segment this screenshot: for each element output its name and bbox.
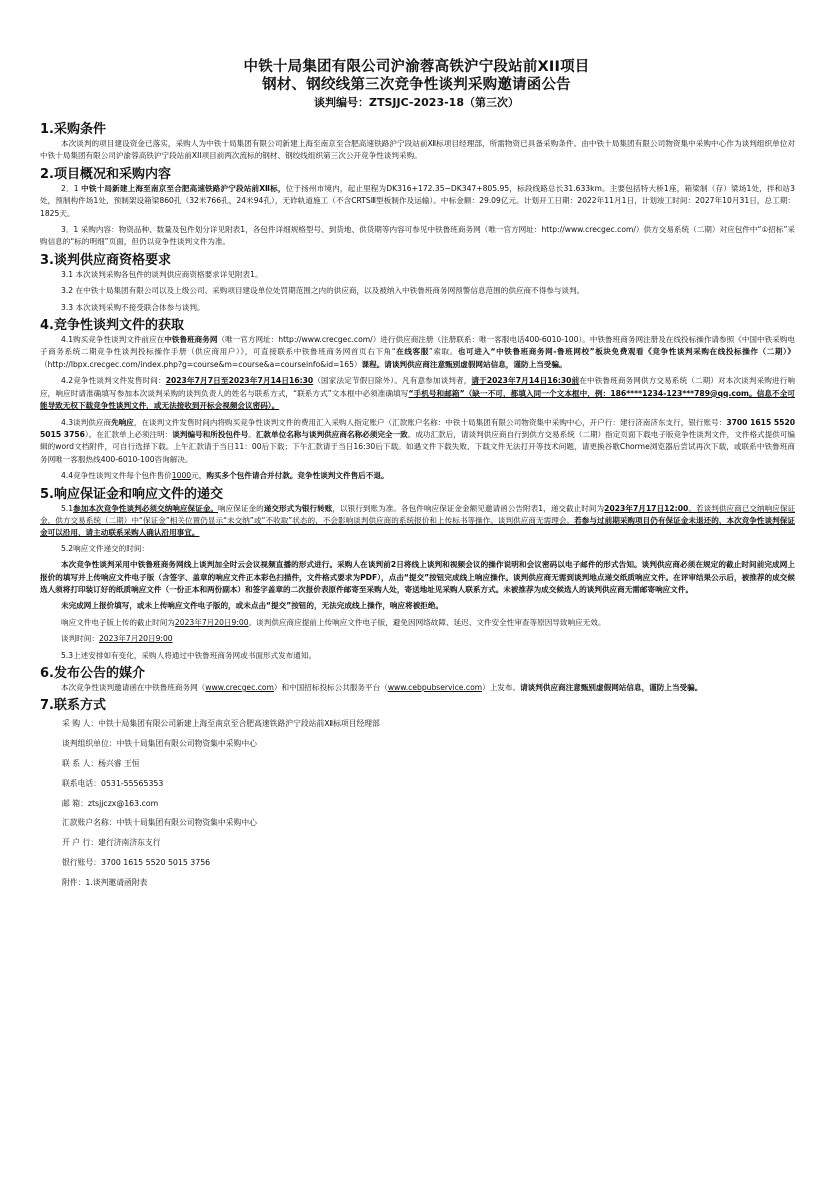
text-span: 在中铁鲁班商务网供方交易系统（二期）对本次谈判采购进行响应，响应时请准确填写参加本次谈判采购的谈判负责人的姓名与联系方式，“联系方式”文本框中必须准确填写 — [40, 376, 795, 398]
paragraph: 3.1 本次谈判采购各包件的谈判供应商资格要求详见附表1。 — [61, 269, 263, 279]
section-procurement-conditions — [40, 121, 795, 163]
text-span: 2023年7月20日9:00 — [98, 634, 173, 644]
paragraph — [40, 183, 795, 220]
text-span: 。谈判供应商应提前上传响应文件电子版，避免因网络故障、延迟、文件安全性审查等原因导致响应无效。 — [248, 617, 606, 627]
section-heading: 5.响应保证金和响应文件的递交 — [40, 486, 223, 502]
text-span: ）。在汇款单上必须注明： — [84, 429, 173, 439]
text-span: 谈判时间： — [61, 634, 99, 644]
text-span: 响应文件电子版上传的截止时间为 — [61, 617, 175, 627]
text-span: （唯一官方网址：http://www.crecgec.com/）进行供应商注册（注册联系：唯一客服电话400-6010-100）。中铁鲁班商务网注册及在线投标操作请参照《中国中铁采购电子商务系统二期竞争性谈判投标操作手册（供应商用户）》，可直接联系中铁鲁班商务网首页右下角“ — [40, 335, 796, 357]
contact-attachment: 附件：1.谈判邀请函附表 — [62, 877, 148, 887]
paragraph: 3.3 本次谈判采购不接受联合体参与谈判。 — [61, 302, 205, 312]
section-project-overview — [40, 166, 795, 249]
text-span: 1000 — [171, 471, 192, 481]
contact-bank: 开 户 行：建行济南济东支行 — [62, 838, 161, 848]
contact-person: 联 系 人：杨兴睿 王恒 — [62, 759, 140, 768]
text-span: ）上发布。 — [482, 683, 521, 692]
text-span: 汇款单位名称与谈判供应商名称必须完全一致 — [255, 429, 408, 439]
section-heading: 7.联系方式 — [40, 698, 106, 714]
contact-account-name: 汇款账户名称：中铁十局集团有限公司物资集中采购中心 — [62, 818, 257, 828]
text-span: ，以银行到账为准。各包件响应保证金金额见邀请函公告附表1，递交截止时间为 — [332, 503, 605, 513]
link-cebpubservice[interactable]: www.cebpubservice.com — [387, 683, 483, 692]
text-span: 中铁十局新建上海至南京至合肥高速铁路沪宁段站前Ⅻ标， — [81, 183, 286, 193]
section-contact — [40, 697, 795, 892]
paragraph: 5.3上述安排如有变化，采购人将通过中铁鲁班商务网或书面形式发布通知。 — [61, 650, 317, 660]
text-span: 4.3谈判供应商 — [61, 417, 112, 427]
text-span: 5.1 — [61, 503, 74, 513]
section-deposit-and-submission — [40, 486, 795, 662]
text-span: ”索取。 — [428, 347, 458, 357]
paragraph — [40, 503, 795, 540]
text-span: 4.4竞争性谈判文件每个包件售价 — [61, 471, 172, 481]
text-span: 。成功汇款后，请谈判供应商自行到供方交易系统（二期）指定页面下载电子版竞争性谈判文件，文件格式提供可编辑的word文档附件，可自行选择下载。上午汇款请于当日11：00后下载；下午汇款请于当日16:30后下载。如遇文件下载失败、下载文件无法打开等技术问题，请更换谷歌Chorme浏览器后尝试再次下载，或联系中铁鲁班商务网唯一客服热线400-6010-100咨询解决。 — [40, 429, 796, 464]
text-span: 4.2竞争性谈判文件发售时间： — [61, 376, 166, 386]
section-heading: 1.采购条件 — [40, 122, 106, 137]
text-span: 2023年7月20日9:00 — [174, 617, 249, 627]
text-span: （国家法定节假日除外）。凡有意参加谈判者， — [313, 376, 472, 386]
text-span: 响应保证金的 — [218, 503, 264, 513]
paragraph — [40, 682, 795, 694]
section-heading: 2.项目概况和采购内容 — [40, 166, 171, 182]
text-span: 课程。请谈判供应商注意甄别虚假网站信息，谨防上当受骗。 — [361, 359, 567, 369]
paragraph: 本次竞争性谈判采用中铁鲁班商务网线上谈判加全时云会议视频直播的形式进行。采购人在谈判前2日将线上谈判和视频会议的操作说明和会议密码以电子邮件的形式告知。谈判供应商必须在规定的截止时间前完成网上报价的填写并上传响应文件电子版（含签字、盖章的响应文件正本彩色扫描件，文件格式要求为PDF），点击“提交”按钮完成线上响应操作。谈判供应商无需到谈判地点递交纸质响应文件。在评审结果公示后，被推荐的成交候选人须将打印装订好的纸质响应文件（一份正本和两份副本）和签字盖章的二次报价表原件邮寄至采购人处，寄送地址见采购人联系方式。未被推荐为成交候选人的谈判供应商无需邮寄响应文件。 — [40, 560, 795, 594]
text-span: “手机号和邮箱”（缺一不可，都填入同一个文本框中，例：186****1234-123***789@qq.com。信息不全可能导致无权下载竞争性谈判文件，或无法接收到开标会视频会议密码）。 — [40, 388, 795, 411]
document-title-line1: 中铁十局集团有限公司沪渝蓉高铁沪宁段站前XII项目 — [243, 59, 590, 75]
text-span: 2．1 — [61, 183, 82, 193]
section-heading: 4.竞争性谈判文件的获取 — [40, 318, 184, 334]
paragraph — [40, 334, 795, 371]
contact-email: 邮 箱：ztsjjczx@163.com — [62, 798, 159, 808]
paragraph: 3．1 采购内容：物资品种、数量及包件划分详见附表1，各包件详细规格型号、到货地、供货期等内容可参见中铁鲁班商务网（唯一官方网址：http://www.crecgec.com/）供方交易系统（二期）对应包件中“①招标”采购信息的“标的明细”页面，但仍以竞争性谈判文件为准。 — [40, 225, 795, 247]
contact-account-number: 银行账号：3700 1615 5520 5015 3756 — [62, 857, 211, 867]
text-span: 购买多个包件请合并付款。竞争性谈判文件售后不退。 — [206, 471, 389, 481]
text-span: 递交形式为银行转账 — [263, 503, 333, 513]
paragraph — [40, 375, 795, 412]
contact-organizer: 谈判组织单位：中铁十局集团有限公司物资集中采购中心 — [62, 739, 257, 749]
text-span: 请谈判供应商注意甄别虚假网站信息，谨防上当受骗。 — [520, 683, 703, 692]
paragraph — [40, 633, 795, 645]
text-span: 。若谈判供应商已交纳响应保证金，供方交易系统（二期）中“保证金”相关位置仍显示“未交纳”或“不收取”状态的，不会影响谈判供应商的系统报价和上传标书等操作。谈判供应商无需理会。 — [40, 503, 796, 525]
text-span: 元， — [191, 471, 207, 481]
link-text[interactable]: （http://lbpx.crecgec.com/index.php?g=course&m=course&a=courseinfo&id=165） — [40, 359, 362, 369]
text-span: ）和中国招标投标公共服务平台（ — [273, 683, 388, 692]
paragraph: 本次谈判的项目建设资金已落实，采购人为中铁十局集团有限公司新建上海至南京至合肥高速铁路沪宁段站前Ⅻ标项目经理部，所需物资已具备采购条件。由中铁十局集团有限公司物资集中采购中心作为谈判组织单位对中铁十局集团有限公司沪渝蓉高铁沪宁段站前XII项目前两次流标的钢材、钢绞线组织第三次公开竞争性谈判采购。 — [40, 139, 795, 161]
contact-purchaser: 采 购 人：中铁十局集团有限公司新建上海至南京至合肥高速铁路沪宁段站前Ⅻ标项目经理部 — [62, 719, 380, 729]
title-block — [0, 0, 833, 110]
section-publication-media — [40, 665, 795, 694]
text-span: 谈判编号和所投包件号 — [172, 429, 249, 439]
section-qualification — [40, 252, 795, 314]
section-heading: 3.谈判供应商资格要求 — [40, 252, 171, 268]
paragraph — [40, 417, 795, 467]
document-number: 谈判编号：ZTSJJC-2023-18（第三次） — [314, 96, 519, 109]
section-obtain-documents — [40, 317, 795, 482]
paragraph: 5.2响应文件递交的时间： — [61, 543, 150, 553]
paragraph — [40, 617, 795, 629]
text-span: 4.1购买竞争性谈判文件前应在 — [61, 335, 165, 345]
document-body — [40, 118, 795, 893]
paragraph: 3.2 在中铁十局集团有限公司以及上级公司、采购项目建设单位处罚期范围之内的供应商，以及被纳入中铁鲁班商务网预警信息范围的供应商不得参与谈判。 — [61, 286, 585, 296]
text-span: 若参与过前期采购项目仍有保证金未退还的，本次竞争性谈判保证金可以沿用，请主动联系采购人确认沿用事宜。 — [40, 515, 795, 538]
text-span: 。 — [248, 429, 256, 439]
section-heading: 6.发布公告的媒介 — [40, 666, 145, 681]
contact-phone: 联系电话：0531-55565353 — [62, 778, 164, 788]
text-span: 也可进入“中铁鲁班商务网-鲁班网校”板块免费观看《竞争性谈判采购在线投标操作（二期）》 — [457, 347, 795, 357]
link-crecgec[interactable]: www.crecgec.com — [205, 683, 274, 692]
text-span: 本次竞争性谈判邀请函在中铁鲁班商务网（ — [61, 683, 206, 692]
paragraph: 未完成网上报价填写，或未上传响应文件电子版的，或未点击“提交”按钮的，无法完成线上操作，响应将被拒绝。 — [61, 601, 444, 611]
text-span: 2023年7月7日至2023年7月14日16:30 — [165, 376, 314, 386]
text-span: ，在谈判文件发售时间内将购买竞争性谈判文件的费用汇入采购人指定账户（汇款账户名称：中铁十局集团有限公司物资集中采购中心，开户行：建行济南济东支行，银行账号： — [133, 417, 727, 427]
paragraph — [40, 470, 795, 482]
text-span: 位于扬州市境内，起止里程为DK316+172.35~DK347+805.95，标段线路总长31.633km。主要包括特大桥1座，箱梁制（存）梁场1处，拌和站3处，预制构件场1处，预制架设箱梁860孔（32米766孔，24米94孔），无砟轨道施工（不含CRTSⅢ型板制作及运输）。中标金额：29.09亿元。计划开工日期：2022年11月1日，计划竣工时间：2027年10月31日，总工期：1825天。 — [40, 183, 795, 218]
text-span: 中铁鲁班商务网 — [164, 335, 218, 345]
document-title-line2: 钢材、钢绞线第三次竞争性谈判采购邀请函公告 — [262, 77, 571, 93]
text-span: 3700 1615 5520 5015 3756 — [40, 417, 796, 439]
text-span: 2023年7月17日12:00 — [604, 503, 689, 513]
text-span: 在线客服 — [395, 347, 429, 357]
text-span: 请于2023年7月14日16:30前 — [471, 376, 580, 386]
text-span: 先响应 — [111, 417, 134, 427]
text-span: 参加本次竞争性谈判必须交纳响应保证金。 — [73, 503, 218, 513]
